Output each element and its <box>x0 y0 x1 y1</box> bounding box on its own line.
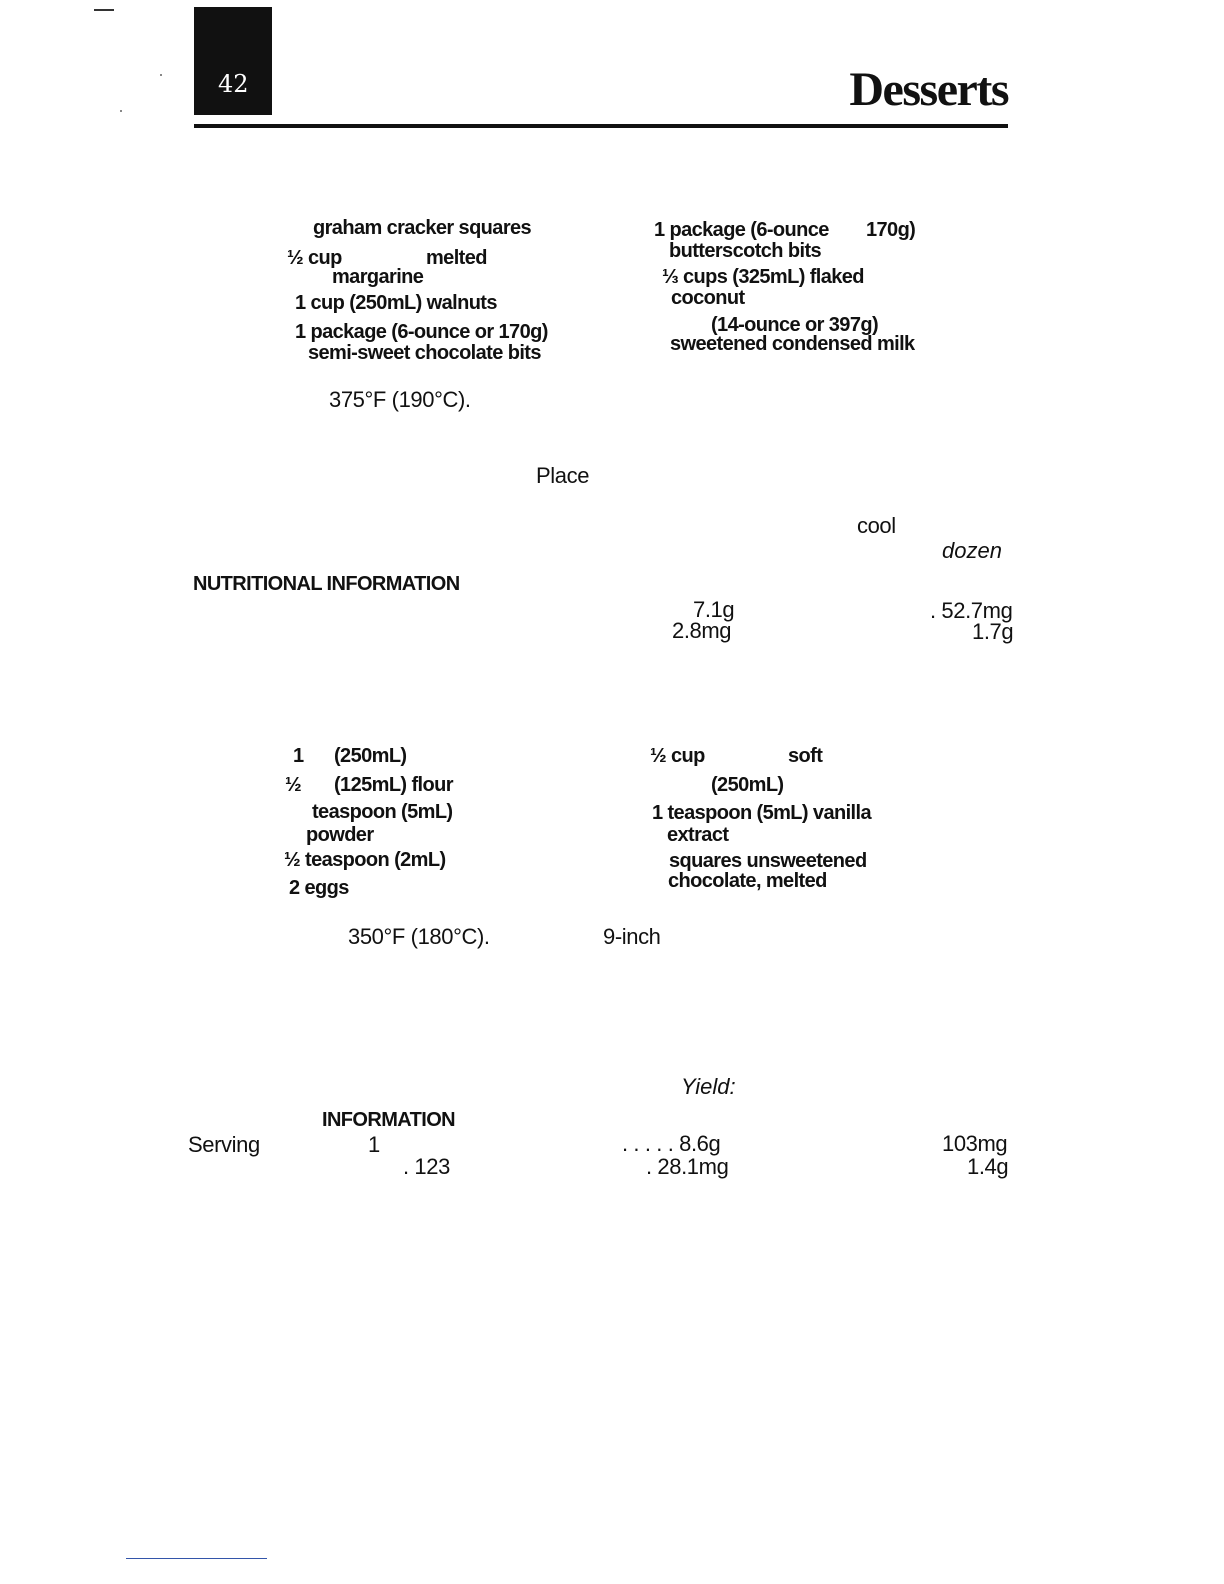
recipe2-pan-size: 9-inch <box>603 924 661 949</box>
recipe1-ingredient: butterscotch bits <box>669 240 822 262</box>
recipe1-nutrition-value: 7.1g <box>693 597 735 622</box>
recipe2-ingredient: extract <box>667 824 729 846</box>
recipe1-ingredient: graham cracker squares <box>313 217 532 239</box>
recipe1-ingredient: coconut <box>671 287 745 309</box>
recipe2-ingredient: ½ <box>285 774 302 796</box>
recipe1-ingredient: semi-sweet chocolate bits <box>308 342 541 364</box>
recipe2-serving-value: 1 <box>368 1132 380 1157</box>
recipe2-nutrition-value: . . . . . 8.6g <box>622 1131 721 1156</box>
recipe1-nutrition-value: 1.7g <box>972 619 1014 644</box>
recipe2-nutrition-value: . 123 <box>403 1154 450 1179</box>
recipe1-ingredient: ⅓ cups (325mL) flaked <box>662 266 864 288</box>
page-number: 42 <box>218 70 249 98</box>
recipe1-ingredient: 1 package (6-ounce <box>654 219 829 241</box>
recipe1-ingredient: melted <box>426 247 487 269</box>
recipe1-nutrition-heading: NUTRITIONAL INFORMATION <box>193 573 460 595</box>
recipe2-yield-label: Yield: <box>681 1074 736 1099</box>
recipe2-ingredient: (250mL) <box>711 774 784 796</box>
recipe1-direction-text: Place <box>536 463 590 488</box>
recipe2-ingredient: (125mL) flour <box>334 774 453 796</box>
recipe2-ingredient: chocolate, melted <box>668 870 827 892</box>
recipe1-ingredient: (14-ounce or 397g) <box>711 314 879 336</box>
recipe2-ingredient: 1 <box>293 745 304 767</box>
recipe2-ingredient: squares unsweetened <box>669 850 867 872</box>
recipe2-ingredient: (250mL) <box>334 745 407 767</box>
recipe2-ingredient: 2 eggs <box>289 877 349 899</box>
recipe1-oven-temp: 375°F (190°C). <box>329 387 471 412</box>
recipe2-ingredient: teaspoon (5mL) <box>312 801 453 823</box>
recipe2-nutrition-value: 1.4g <box>967 1154 1009 1179</box>
recipe2-ingredient: ½ teaspoon (2mL) <box>284 849 446 871</box>
scan-dot <box>160 74 162 76</box>
page-number-tab <box>194 7 272 115</box>
bottom-rule <box>126 1558 267 1559</box>
recipe2-nutrition-heading: INFORMATION <box>322 1109 456 1131</box>
recipe2-serving-label: Serving <box>188 1132 260 1157</box>
recipe2-nutrition-value: 103mg <box>942 1131 1008 1156</box>
recipe1-nutrition-value: 2.8mg <box>672 618 732 643</box>
recipe2-ingredient: 1 teaspoon (5mL) vanilla <box>652 802 871 824</box>
recipe1-yield-text: dozen <box>942 538 1002 563</box>
header-rule <box>194 124 1008 128</box>
recipe1-ingredient: sweetened condensed milk <box>670 333 915 355</box>
scan-mark <box>94 9 114 11</box>
recipe2-ingredient: soft <box>788 745 823 767</box>
recipe2-nutrition-value: . 28.1mg <box>646 1154 729 1179</box>
recipe2-ingredient: ½ cup <box>650 745 705 767</box>
recipe1-ingredient: ½ cup <box>287 247 342 269</box>
recipe1-ingredient: 1 cup (250mL) walnuts <box>295 292 497 314</box>
recipe1-ingredient: 170g) <box>866 219 916 241</box>
recipe1-direction-text: cool <box>857 513 896 538</box>
scan-dot <box>120 110 122 112</box>
section-title: Desserts <box>849 63 1008 116</box>
recipe1-nutrition-value: . 52.7mg <box>930 598 1013 623</box>
recipe1-ingredient: margarine <box>332 266 424 288</box>
recipe1-ingredient: 1 package (6-ounce or 170g) <box>295 321 548 343</box>
recipe2-oven-temp: 350°F (180°C). <box>348 924 490 949</box>
recipe2-ingredient: powder <box>306 824 374 846</box>
